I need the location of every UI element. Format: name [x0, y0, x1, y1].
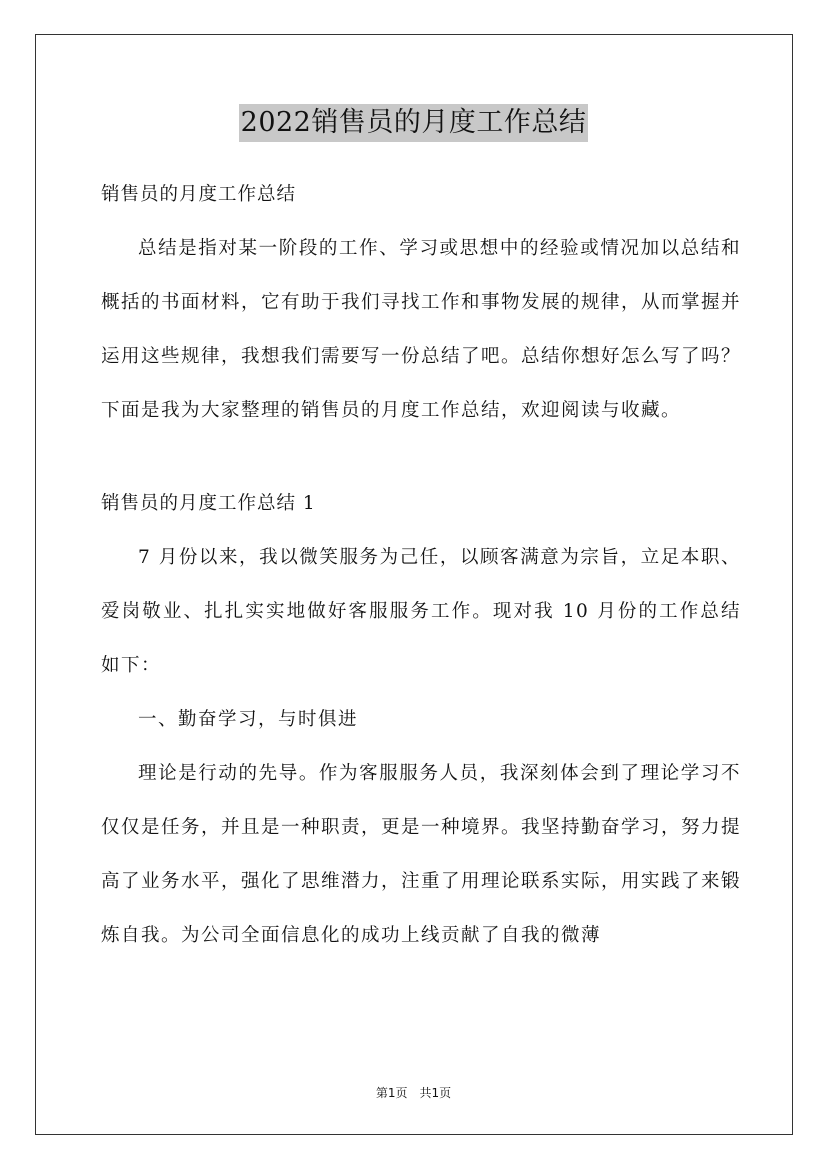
document-body [101, 177, 741, 963]
document-title: 2022销售员的月度工作总结 [239, 104, 589, 142]
section-paragraph-2: 理论是行动的先导。作为客服服务人员，我深刻体会到了理论学习不仅仅是任务，并且是一种职责，更是一种境界。我坚持勤奋学习，努力提高了业务水平，强化了思维潜力，注重了用理论联系实际，用实践了来锻炼自我。为公司全面信息化的成功上线贡献了自我的微薄 [101, 763, 742, 946]
sub-heading: 一、勤奋学习，与时俱进 [138, 709, 359, 730]
document-subtitle: 销售员的月度工作总结 [101, 184, 297, 205]
intro-paragraph: 总结是指对某一阶段的工作、学习或思想中的经验或情况加以总结和概括的书面材料，它有助于我们寻找工作和事物发展的规律，从而掌握并运用这些规律，我想我们需要写一份总结了吧。总结你想好怎么写了吗？下面是我为大家整理的销售员的月度工作总结，欢迎阅读与收藏。 [101, 238, 742, 421]
section-paragraph-1: 7 月份以来，我以微笑服务为己任，以顾客满意为宗旨，立足本职、爱岗敬业、扎扎实实地做好客服服务工作。现对我 10 月份的工作总结如下： [101, 547, 741, 676]
title-wrap [0, 104, 827, 142]
page-footer: 第1页 共1页 [375, 1086, 452, 1100]
section-heading: 销售员的月度工作总结 1 [101, 493, 316, 514]
